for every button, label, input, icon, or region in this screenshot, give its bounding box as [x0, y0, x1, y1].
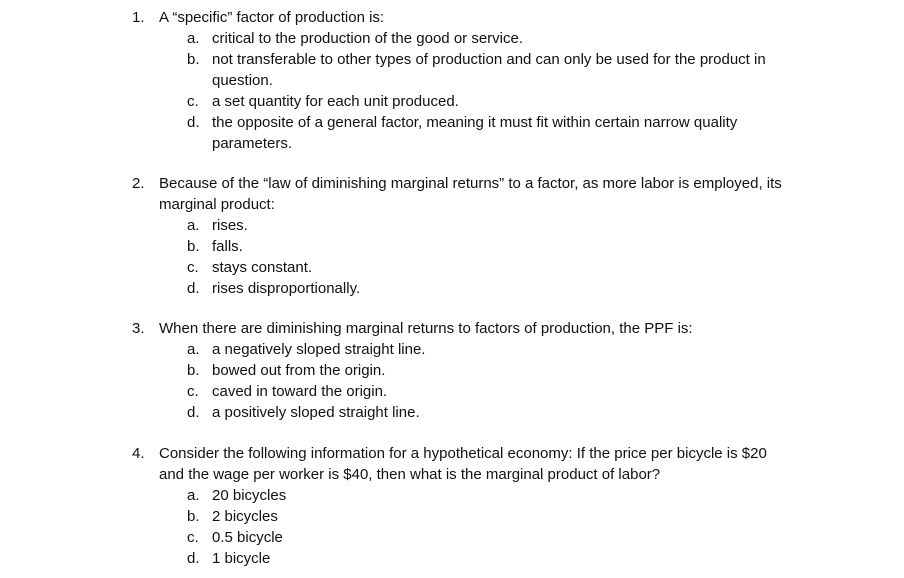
answer-option-c: [132, 381, 792, 402]
answer-options: [132, 339, 792, 423]
option-text: the opposite of a general factor, meaning it must fit within certain narrow quality parameters.: [212, 114, 738, 152]
option-text: not transferable to other types of production and can only be used for the product in question.: [212, 51, 766, 89]
answer-option-c: [132, 527, 792, 548]
option-letter: c.: [187, 93, 199, 110]
question-1: [132, 7, 792, 154]
answer-option-d: [132, 278, 792, 299]
question-number: 3.: [132, 320, 145, 337]
option-text: a negatively sloped straight line.: [212, 341, 426, 358]
question-4: [132, 443, 792, 569]
question-number: 4.: [132, 445, 145, 462]
question-text: Because of the “law of diminishing marginal returns” to a factor, as more labor is employed, its marginal product:: [159, 175, 782, 213]
option-text: critical to the production of the good or service.: [212, 30, 524, 47]
answer-option-a: [132, 215, 792, 236]
option-letter: b.: [187, 508, 200, 525]
option-text: 1 bicycle: [212, 550, 271, 567]
option-letter: b.: [187, 51, 200, 68]
answer-options: [132, 215, 792, 299]
option-letter: b.: [187, 238, 200, 255]
option-text: stays constant.: [212, 259, 313, 276]
answer-option-c: [132, 257, 792, 278]
option-text: bowed out from the origin.: [212, 362, 386, 379]
question-text: When there are diminishing marginal returns to factors of production, the PPF is:: [159, 320, 693, 337]
option-letter: a.: [187, 30, 200, 47]
answer-option-d: [132, 402, 792, 423]
question-number: 2.: [132, 175, 145, 192]
answer-option-a: [132, 339, 792, 360]
question-3: [132, 318, 792, 423]
answer-option-b: [132, 360, 792, 381]
option-text: 2 bicycles: [212, 508, 278, 525]
answer-option-b: [132, 236, 792, 257]
option-letter: a.: [187, 487, 200, 504]
question-stem: [132, 173, 792, 215]
answer-option-b: [132, 49, 792, 91]
option-text: rises.: [212, 217, 248, 234]
question-text: Consider the following information for a hypothetical economy: If the price per bicycle is $20 and the wage per worker is $40, then what is the marginal product of labor?: [159, 445, 767, 483]
option-letter: c.: [187, 259, 199, 276]
option-letter: d.: [187, 550, 200, 567]
answer-option-d: [132, 112, 792, 154]
option-letter: d.: [187, 114, 200, 131]
option-text: a positively sloped straight line.: [212, 404, 420, 421]
question-stem: [132, 7, 792, 28]
question-number: 1.: [132, 9, 145, 26]
answer-option-d: [132, 548, 792, 569]
option-letter: b.: [187, 362, 200, 379]
answer-option-c: [132, 91, 792, 112]
option-text: 20 bicycles: [212, 487, 287, 504]
option-text: a set quantity for each unit produced.: [212, 93, 459, 110]
question-text: A “specific” factor of production is:: [159, 9, 385, 26]
option-letter: c.: [187, 383, 199, 400]
option-text: 0.5 bicycle: [212, 529, 283, 546]
question-stem: [132, 443, 792, 485]
question-stem: [132, 318, 792, 339]
answer-option-a: [132, 28, 792, 49]
option-text: caved in toward the origin.: [212, 383, 388, 400]
option-letter: d.: [187, 280, 200, 297]
answer-option-a: [132, 485, 792, 506]
option-letter: d.: [187, 404, 200, 421]
question-2: [132, 173, 792, 299]
option-letter: c.: [187, 529, 199, 546]
option-letter: a.: [187, 341, 200, 358]
answer-option-b: [132, 506, 792, 527]
option-letter: a.: [187, 217, 200, 234]
option-text: falls.: [212, 238, 243, 255]
answer-options: [132, 28, 792, 154]
option-text: rises disproportionally.: [212, 280, 361, 297]
answer-options: [132, 485, 792, 569]
